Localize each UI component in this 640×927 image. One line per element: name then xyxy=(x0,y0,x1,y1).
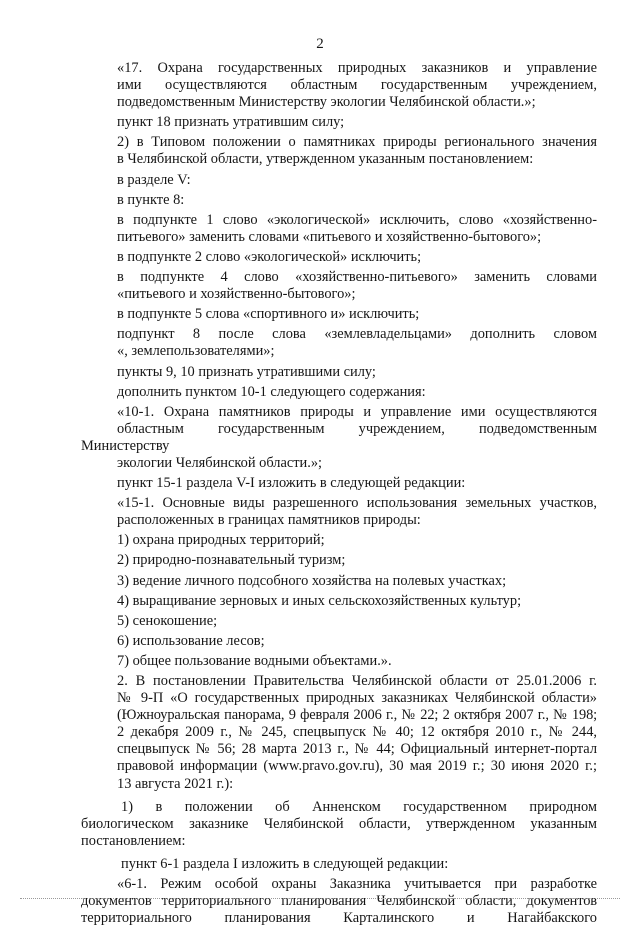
text-line: подпункт 8 после слова «землевладельцами» дополнить словом xyxy=(117,326,597,343)
paragraph-item-15-1-intro: пункт 15-1 раздела V-I изложить в следующей редакции: xyxy=(117,475,466,492)
paragraph-item-15-1 xyxy=(81,495,597,529)
paragraph-items-9-10: пункты 9, 10 признать утратившими силу; xyxy=(117,363,376,380)
paragraph-subitem-4 xyxy=(81,269,597,303)
text-line: правовой информации (www.pravo.gov.ru), 30 мая 2019 г.; 30 июня 2020 г.; xyxy=(117,758,597,775)
paragraph-subitem-8 xyxy=(81,326,597,360)
text-line: в подпункте 1 слово «экологической» исключить, слово «хозяйственно- xyxy=(117,211,597,228)
text-line: 1) в положении об Анненском государственном природном xyxy=(121,798,597,815)
text-line: ими осуществляются областным государственным учреждением, xyxy=(117,77,597,94)
text-line: постановлением: xyxy=(81,832,186,849)
paragraph-subitem-1 xyxy=(81,212,597,246)
text-line: питьевого» заменить словами «питьевого и хозяйственно-бытового»; xyxy=(117,228,542,245)
page-bottom-rule xyxy=(20,898,620,899)
paragraph-section-v: в разделе V: xyxy=(117,171,191,188)
paragraph-subitem-5: в подпункте 5 слова «спортивного и» исключить; xyxy=(117,306,420,323)
text-line: спецвыпуск № 56; 28 марта 2013 г., № 44; Официальный интернет-портал xyxy=(117,741,597,758)
text-line: 2 декабря 2009 г., № 245, спецвыпуск № 40; 12 октября 2010 г., № 244, xyxy=(117,724,597,741)
paragraph-annensky-regulation xyxy=(81,799,597,850)
text-line: «17. Охрана государственных природных заказников и управление xyxy=(117,60,597,76)
text-line: «питьевого и хозяйственно-бытового»; xyxy=(117,286,356,303)
text-line: 2. В постановлении Правительства Челябинской области от 25.01.2006 г. xyxy=(117,673,597,689)
text-line: расположенных в границах памятников природы: xyxy=(117,512,421,529)
list-item-1: 1) охрана природных территорий; xyxy=(117,532,325,549)
paragraph-subitem-2: в подпункте 2 слово «экологической» исключить; xyxy=(117,248,422,265)
paragraph-typical-regulation xyxy=(81,134,597,168)
list-item-5: 5) сенокошение; xyxy=(117,612,218,629)
text-line: в подпункте 4 слово «хозяйственно-питьевого» заменить словами xyxy=(117,269,597,286)
paragraph-item-10-1 xyxy=(81,404,597,472)
text-line: «15-1. Основные виды разрешенного использования земельных участков, xyxy=(117,495,597,512)
text-line: «6-1. Режим особой охраны Заказника учитывается при разработке xyxy=(117,876,597,893)
text-line: 2) в Типовом положении о памятниках природы регионального значения xyxy=(117,134,597,151)
text-line: территориального планирования Карталинского и Нагайбакского xyxy=(81,910,597,927)
text-line: в Челябинской области, утвержденном указанным постановлением: xyxy=(117,151,534,168)
paragraph-item-6-1-intro: пункт 6-1 раздела I изложить в следующей редакции: xyxy=(121,855,449,872)
list-item-2: 2) природно-познавательный туризм; xyxy=(117,552,346,569)
text-line: биологическом заказнике Челябинской области, утвержденном указанным xyxy=(81,815,597,832)
text-line: документов территориального планирования Челябинской области, документов xyxy=(81,893,597,910)
text-line: областным государственным учреждением, подведомственным Министерству xyxy=(81,420,597,454)
paragraph-item-8: в пункте 8: xyxy=(117,191,185,208)
paragraph-item-6-1 xyxy=(81,876,597,927)
text-line: «, землепользователями»; xyxy=(117,343,275,360)
text-line: экологии Челябинской области.»; xyxy=(117,454,323,471)
text-line: «10-1. Охрана памятников природы и управление ими осуществляются xyxy=(117,403,597,420)
paragraph-section-2 xyxy=(81,673,597,793)
paragraph-add-item-10-1: дополнить пунктом 10-1 следующего содержания: xyxy=(117,383,426,400)
document-body xyxy=(81,60,597,927)
paragraph-item-18: пункт 18 признать утратившим силу; xyxy=(117,114,345,131)
list-item-7: 7) общее пользование водными объектами.». xyxy=(117,652,392,669)
text-line: 13 августа 2021 г.): xyxy=(117,775,234,792)
paragraph-17 xyxy=(81,60,597,111)
list-item-4: 4) выращивание зерновых и иных сельскохозяйственных культур; xyxy=(117,592,522,609)
text-line: № 9-П «О государственных природных заказниках Челябинской области» xyxy=(117,690,597,707)
list-item-3: 3) ведение личного подсобного хозяйства на полевых участках; xyxy=(117,572,507,589)
list-item-6: 6) использование лесов; xyxy=(117,632,265,649)
text-line: подведомственным Министерству экологии Челябинской области.»; xyxy=(117,94,536,111)
text-line: (Южноуральская панорама, 9 февраля 2006 г., № 22; 2 октября 2007 г., № 198; xyxy=(117,707,597,724)
page-number: 2 xyxy=(316,36,324,52)
